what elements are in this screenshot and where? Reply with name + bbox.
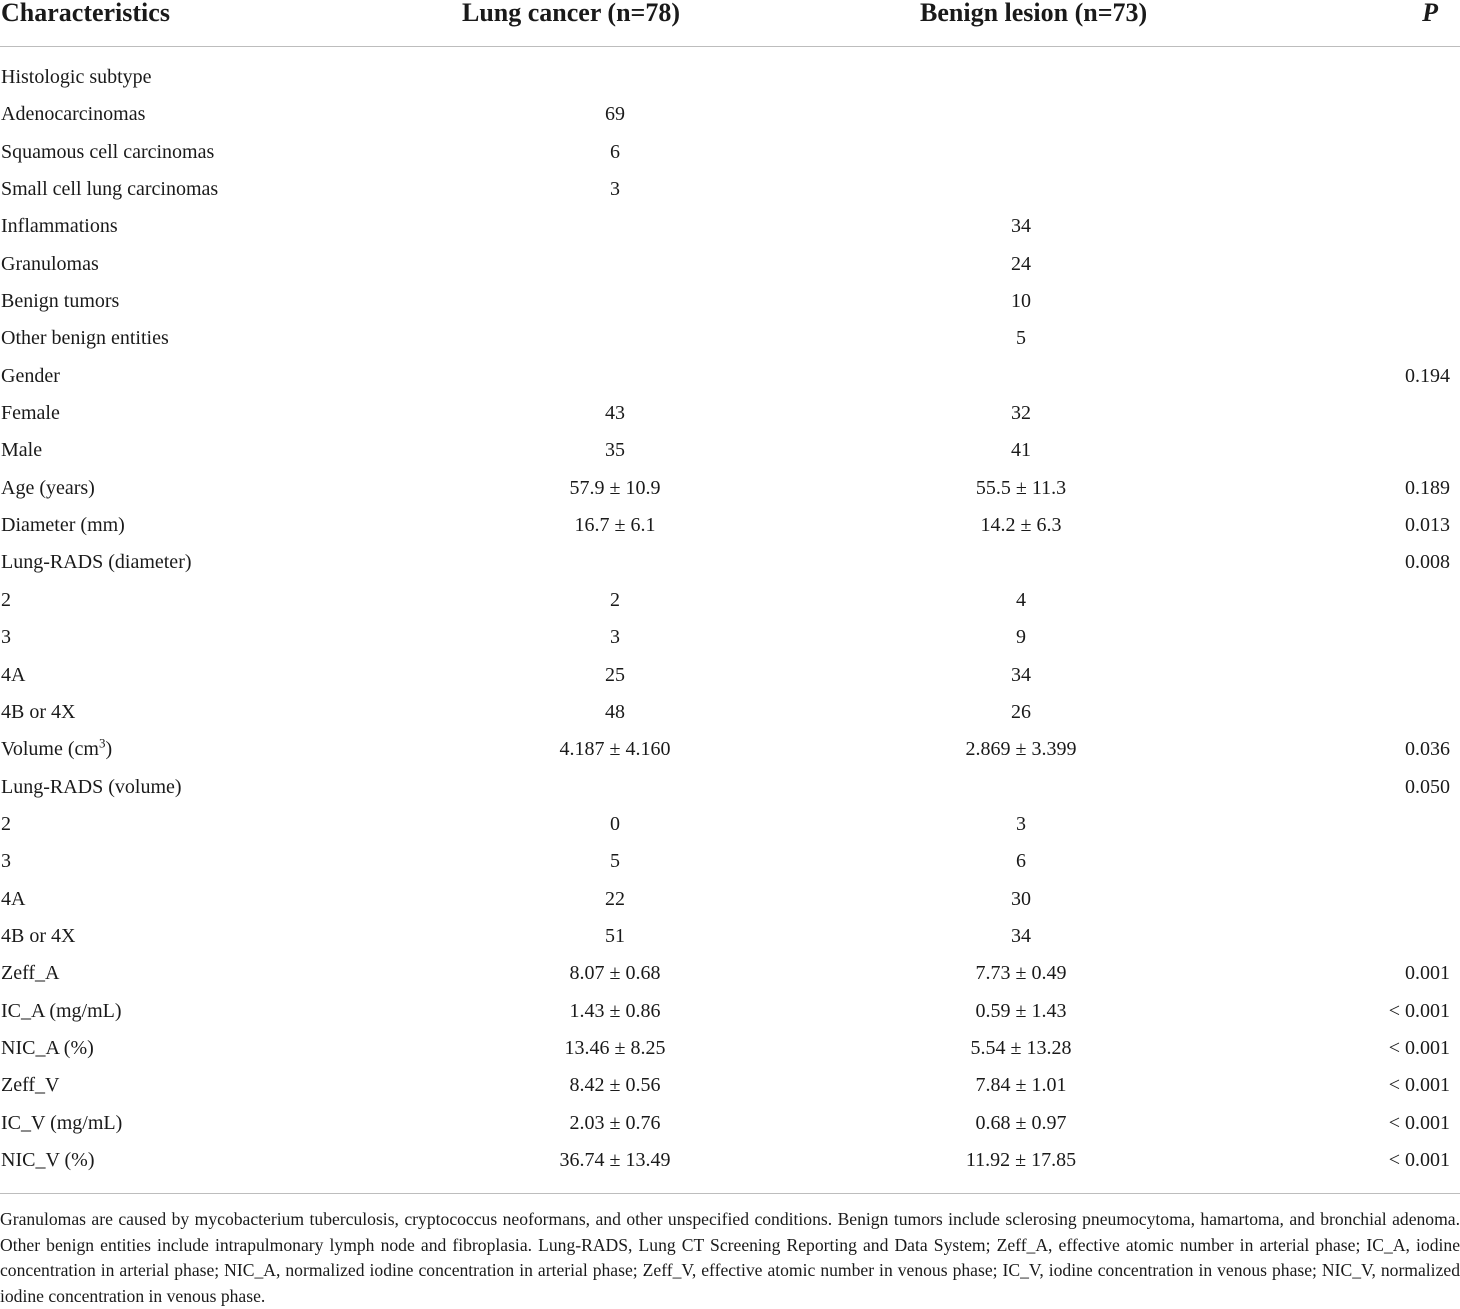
p-value: 0.036	[1405, 738, 1450, 761]
lung-cancer-value: 0	[610, 812, 620, 835]
table-row	[0, 806, 1460, 843]
benign-lesion-value	[740, 171, 1340, 208]
p-value	[1340, 320, 1460, 357]
table-row	[0, 993, 1460, 1030]
header-characteristics: Characteristics	[0, 0, 410, 47]
row-label: 4A	[1, 663, 26, 686]
row-label-text: Volume (cm	[1, 738, 99, 761]
p-value	[1340, 96, 1460, 133]
table-row	[0, 694, 1460, 731]
p-value: < 0.001	[1388, 1074, 1450, 1097]
table-row	[0, 283, 1460, 320]
lung-cancer-value: 1.43 ± 0.86	[569, 999, 661, 1022]
table-row	[0, 208, 1460, 245]
p-value: 0.050	[1405, 775, 1450, 798]
benign-lesion-value: 9	[1016, 626, 1026, 649]
benign-lesion-value: 41	[1011, 439, 1031, 462]
benign-lesion-value	[740, 96, 1340, 133]
p-value	[1340, 432, 1460, 469]
lung-cancer-value: 4.187 ± 4.160	[559, 738, 671, 761]
row-label: Adenocarcinomas	[1, 103, 146, 126]
row-label: Gender	[1, 364, 60, 387]
table-row	[0, 395, 1460, 432]
row-label: Lung-RADS (diameter)	[1, 551, 192, 574]
lung-cancer-value: 43	[605, 402, 625, 425]
row-label: 2	[1, 812, 11, 835]
table-body	[0, 47, 1460, 1194]
lung-cancer-value: 3	[610, 178, 620, 201]
row-label: Age (years)	[1, 476, 95, 499]
table-row	[0, 544, 1460, 581]
lung-cancer-value: 3	[610, 626, 620, 649]
row-label: Squamous cell carcinomas	[1, 140, 215, 163]
benign-lesion-value: 2.869 ± 3.399	[965, 738, 1077, 761]
table-header	[0, 0, 1460, 47]
lung-cancer-value: 16.7 ± 6.1	[574, 514, 656, 537]
table-row	[0, 843, 1460, 880]
table-row	[0, 918, 1460, 955]
row-label: 3	[1, 850, 11, 873]
benign-lesion-value: 7.73 ± 0.49	[975, 962, 1067, 985]
lung-cancer-value: 57.9 ± 10.9	[569, 476, 661, 499]
p-value: < 0.001	[1340, 1142, 1460, 1194]
row-label: Diameter (mm)	[1, 514, 125, 537]
benign-lesion-value	[740, 544, 1340, 581]
table-row	[0, 432, 1460, 469]
row-label: Zeff_A	[1, 962, 60, 985]
table-row	[0, 246, 1460, 283]
benign-lesion-value	[740, 769, 1340, 806]
p-value	[1340, 283, 1460, 320]
benign-lesion-value: 5.54 ± 13.28	[970, 1036, 1072, 1059]
header-benign-lesion: Benign lesion (n=73)	[740, 0, 1340, 47]
row-label: Zeff_V	[1, 1074, 60, 1097]
row-label: 4B or 4X	[1, 700, 76, 723]
benign-lesion-value: 7.84 ± 1.01	[975, 1074, 1067, 1097]
benign-lesion-value: 10	[1011, 290, 1031, 313]
benign-lesion-value: 32	[1011, 402, 1031, 425]
lung-cancer-value: 25	[605, 663, 625, 686]
lung-cancer-value	[410, 544, 740, 581]
table-row	[0, 96, 1460, 133]
p-value	[1340, 881, 1460, 918]
row-label: Female	[1, 402, 60, 425]
row-label: Small cell lung carcinomas	[1, 178, 219, 201]
table-row	[0, 171, 1460, 208]
row-label-suffix: )	[105, 738, 113, 761]
lung-cancer-value: 2	[610, 588, 620, 611]
p-value	[1340, 694, 1460, 731]
benign-lesion-value: 24	[1011, 252, 1031, 275]
table-row	[0, 582, 1460, 619]
table-row	[0, 619, 1460, 656]
table-row	[0, 881, 1460, 918]
lung-cancer-value	[410, 283, 740, 320]
benign-lesion-value	[740, 47, 1340, 97]
header-p-value: P	[1340, 0, 1460, 47]
lung-cancer-value: 35	[605, 439, 625, 462]
lung-cancer-value: 51	[605, 924, 625, 947]
table-row	[0, 1142, 1460, 1194]
p-value: 0.194	[1405, 364, 1450, 387]
p-value	[1340, 918, 1460, 955]
row-label: Lung-RADS (volume)	[1, 775, 182, 798]
table-row	[0, 1030, 1460, 1067]
benign-lesion-value: 55.5 ± 11.3	[975, 476, 1067, 499]
lung-cancer-value	[410, 47, 740, 97]
lung-cancer-value: 13.46 ± 8.25	[564, 1036, 666, 1059]
p-value: < 0.001	[1388, 1036, 1450, 1059]
row-label-superscript: 3	[98, 735, 106, 751]
p-value	[1340, 171, 1460, 208]
header-row	[0, 0, 1460, 47]
table-row	[0, 769, 1460, 806]
header-lung-cancer: Lung cancer (n=78)	[410, 0, 740, 47]
row-label: 2	[1, 588, 11, 611]
table-row	[0, 134, 1460, 171]
row-label: NIC_V (%)	[0, 1142, 410, 1194]
p-value: 0.001	[1405, 962, 1450, 985]
lung-cancer-value: 8.42 ± 0.56	[569, 1074, 661, 1097]
benign-lesion-value	[740, 134, 1340, 171]
row-label: 4B or 4X	[1, 924, 76, 947]
benign-lesion-value	[740, 358, 1340, 395]
row-label: IC_A (mg/mL)	[1, 999, 122, 1022]
row-label: Inflammations	[1, 215, 118, 238]
row-label	[0, 731, 410, 768]
benign-lesion-value: 6	[1016, 850, 1026, 873]
p-value	[1340, 134, 1460, 171]
lung-cancer-value: 69	[605, 103, 625, 126]
lung-cancer-value: 5	[610, 850, 620, 873]
table-row	[0, 1105, 1460, 1142]
p-value: < 0.001	[1388, 999, 1450, 1022]
p-value: 0.008	[1405, 551, 1450, 574]
benign-lesion-value: 34	[1011, 215, 1031, 238]
row-label: Benign tumors	[1, 290, 120, 313]
row-label: IC_V (mg/mL)	[1, 1111, 123, 1134]
p-value	[1340, 582, 1460, 619]
benign-lesion-value: 11.92 ± 17.85	[740, 1142, 1340, 1194]
p-value: 0.013	[1405, 514, 1450, 537]
row-label: Male	[1, 439, 43, 462]
row-label: Granulomas	[1, 252, 99, 275]
p-value	[1340, 619, 1460, 656]
benign-lesion-value: 0.59 ± 1.43	[975, 999, 1067, 1022]
row-label: Histologic subtype	[1, 66, 152, 88]
table-footnote: Granulomas are caused by mycobacterium tuberculosis, cryptococcus neoformans, and other unspecified conditions. Benign tumors include sclerosing pneumocytoma, hamartoma, and bronchial adenoma. Other benign entities include intrapulmonary lymph node and fibroplasia. Lung-RADS, Lung CT Screening Reporting and Data System; Zeff_A, effective atomic number in arterial phase; IC_A, iodine concentration in arterial phase; NIC_A, normalized iodine concentration in arterial phase; Zeff_V, effective atomic number in venous phase; IC_V, iodine concentration in venous phase; NIC_V, normalized iodine concentration in venous phase.	[0, 1209, 1460, 1306]
lung-cancer-value: 6	[610, 140, 620, 163]
benign-lesion-value: 3	[1016, 812, 1026, 835]
row-label: 4A	[1, 887, 26, 910]
lung-cancer-value	[410, 246, 740, 283]
lung-cancer-value: 36.74 ± 13.49	[410, 1142, 740, 1194]
p-value	[1340, 806, 1460, 843]
p-value	[1340, 208, 1460, 245]
benign-lesion-value: 14.2 ± 6.3	[980, 514, 1062, 537]
table-row	[0, 657, 1460, 694]
row-label: NIC_A (%)	[1, 1036, 94, 1059]
table-row	[0, 1067, 1460, 1104]
table-row	[0, 320, 1460, 357]
benign-lesion-value: 30	[1011, 887, 1031, 910]
p-value: < 0.001	[1388, 1111, 1450, 1134]
p-value	[1340, 395, 1460, 432]
benign-lesion-value: 5	[1016, 327, 1026, 350]
p-value	[1340, 843, 1460, 880]
p-value: 0.189	[1405, 476, 1450, 499]
row-label: 3	[1, 626, 11, 649]
table-row	[0, 47, 1460, 97]
p-value	[1340, 657, 1460, 694]
lung-cancer-value	[410, 358, 740, 395]
table-row	[0, 358, 1460, 395]
benign-lesion-value: 34	[1011, 924, 1031, 947]
lung-cancer-value	[410, 320, 740, 357]
table-row	[0, 470, 1460, 507]
benign-lesion-value: 4	[1016, 588, 1026, 611]
p-value	[1340, 246, 1460, 283]
p-value	[1340, 47, 1460, 97]
lung-cancer-value	[410, 769, 740, 806]
row-label: Other benign entities	[1, 327, 169, 350]
lung-cancer-value: 2.03 ± 0.76	[569, 1111, 661, 1134]
lung-cancer-value: 48	[605, 700, 625, 723]
lung-cancer-value: 22	[605, 887, 625, 910]
benign-lesion-value: 26	[1011, 700, 1031, 723]
benign-lesion-value: 0.68 ± 0.97	[975, 1111, 1067, 1134]
lung-cancer-value	[410, 208, 740, 245]
table-row	[0, 731, 1460, 768]
table-row	[0, 507, 1460, 544]
table-row	[0, 955, 1460, 992]
lung-cancer-value: 8.07 ± 0.68	[569, 962, 661, 985]
benign-lesion-value: 34	[1011, 663, 1031, 686]
